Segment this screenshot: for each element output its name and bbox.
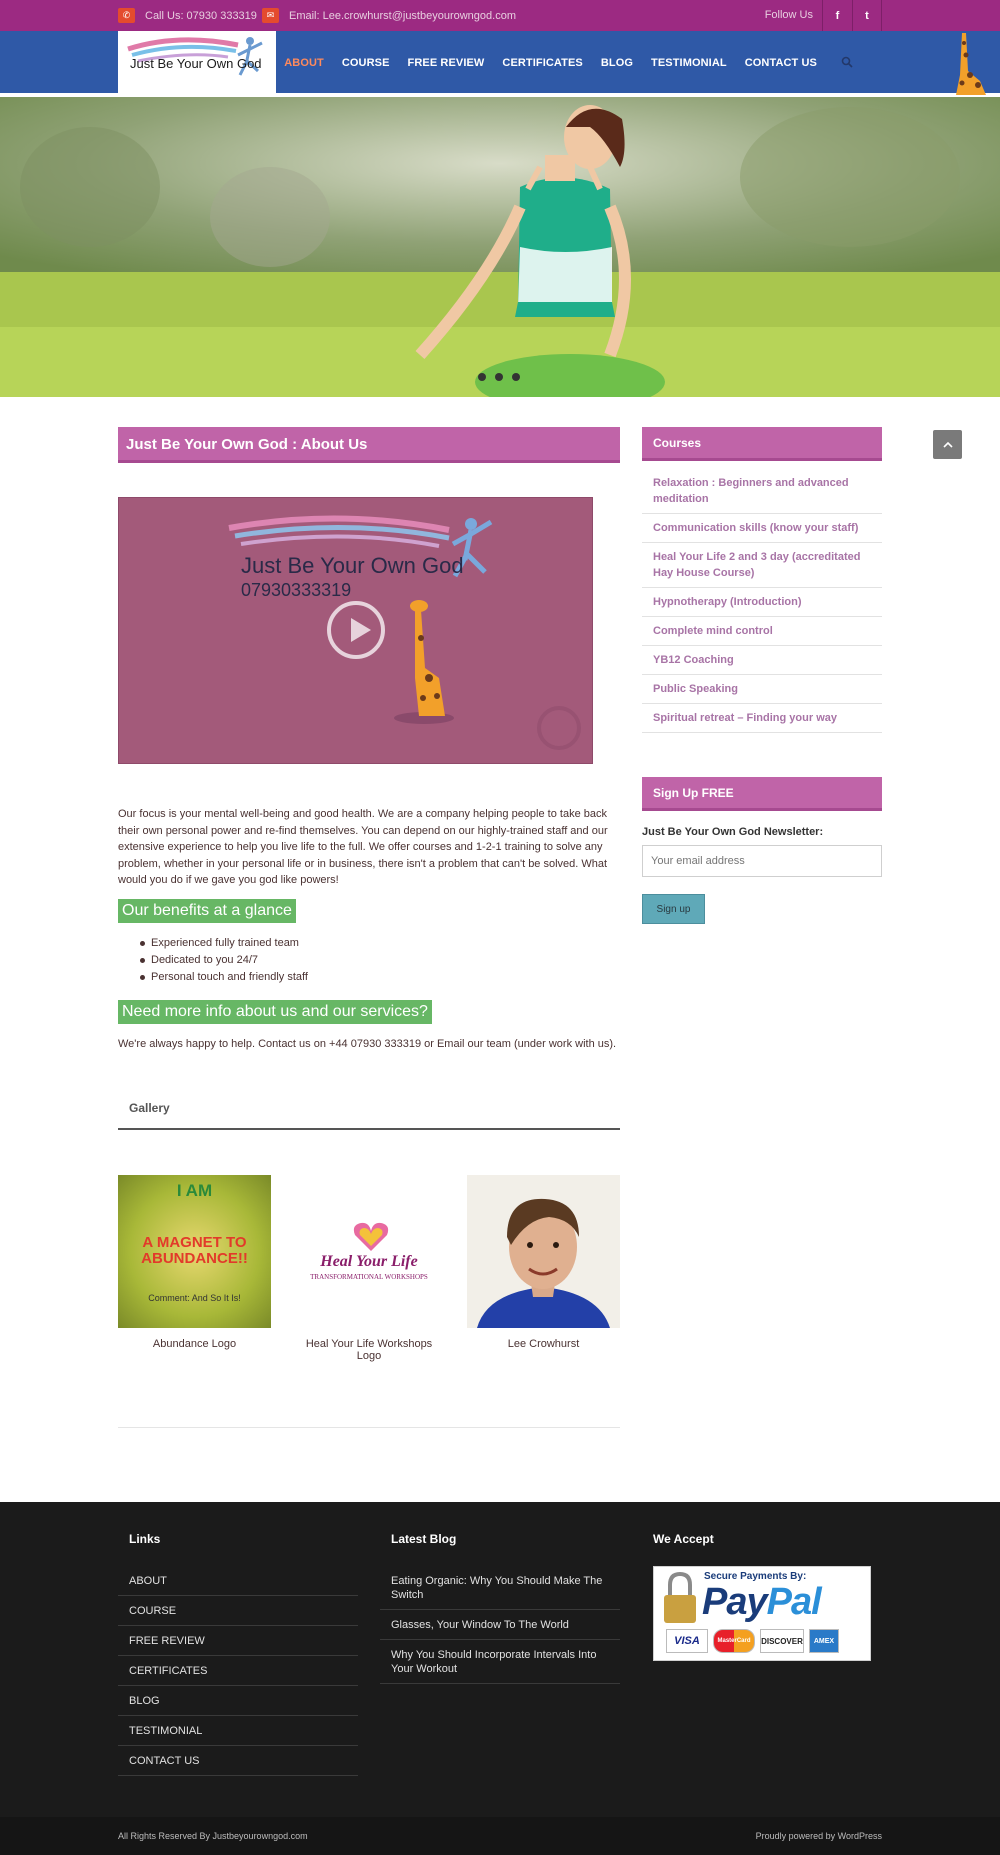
gallery-heading: Gallery: [118, 1090, 620, 1130]
phone-text: Call Us: 07930 333319: [145, 9, 257, 22]
footer-link[interactable]: COURSE: [118, 1596, 358, 1626]
scroll-to-top-button[interactable]: [933, 430, 962, 459]
portrait-image: [467, 1175, 620, 1328]
copyright-text: All Rights Reserved By Justbeyourowngod.com: [118, 1831, 308, 1841]
lee-crowhurst-photo[interactable]: [467, 1175, 620, 1328]
paypal-secure-text: Secure Payments By:: [704, 1571, 807, 1582]
slider-dots: [478, 373, 520, 381]
footer-blog-heading: Latest Blog: [391, 1532, 457, 1546]
footer-link[interactable]: CERTIFICATES: [118, 1656, 358, 1686]
gallery-item[interactable]: [293, 1175, 446, 1362]
blog-post-link[interactable]: Glasses, Your Window To The World: [380, 1610, 620, 1640]
main-navbar: [0, 31, 1000, 95]
abundance-logo-image[interactable]: [118, 1175, 271, 1328]
blog-post-link[interactable]: Eating Organic: Why You Should Make The Switch: [380, 1566, 620, 1610]
course-link[interactable]: Hypnotherapy (Introduction): [642, 588, 882, 617]
play-icon[interactable]: [327, 601, 385, 659]
logo-text: Just Be Your Own God: [130, 56, 262, 71]
list-item: Personal touch and friendly staff: [151, 969, 620, 986]
page-title: Just Be Your Own God : About Us: [118, 427, 620, 463]
sidebar: [642, 427, 882, 924]
primary-nav: [284, 31, 853, 95]
divider: [118, 1427, 620, 1428]
hero-slider: [0, 97, 1000, 397]
nav-course[interactable]: COURSE: [341, 57, 390, 69]
image-text: I AM: [176, 1180, 213, 1200]
search-icon[interactable]: [841, 56, 853, 71]
footer-link[interactable]: CONTACT US: [118, 1746, 358, 1776]
paypal-logo-pal: Pal: [766, 1581, 821, 1623]
course-link[interactable]: Public Speaking: [642, 675, 882, 704]
list-item: Experienced fully trained team: [151, 935, 620, 952]
site-logo[interactable]: [118, 31, 276, 95]
signup-button[interactable]: Sign up: [642, 894, 705, 924]
footer-blog-column: [380, 1532, 620, 1684]
newsletter-label: Just Be Your Own God Newsletter:: [642, 826, 824, 838]
footer-link[interactable]: BLOG: [118, 1686, 358, 1716]
nav-blog[interactable]: BLOG: [600, 57, 634, 69]
slider-dot[interactable]: [495, 373, 503, 381]
gallery: [118, 1175, 620, 1362]
visa-icon: VISA: [666, 1629, 708, 1653]
phone-contact: [118, 0, 257, 31]
more-info-heading: Need more info about us and our services?: [118, 1000, 432, 1024]
footer: [0, 1502, 1000, 1817]
main-content: [118, 427, 620, 1428]
gallery-caption: Heal Your Life Workshops Logo: [305, 1337, 433, 1362]
course-link[interactable]: YB12 Coaching: [642, 646, 882, 675]
slider-dot[interactable]: [478, 373, 486, 381]
footer-links-list: [118, 1566, 358, 1776]
giraffe-mascot-icon: [950, 31, 990, 95]
nav-certificates[interactable]: CERTIFICATES: [502, 57, 583, 69]
hero-image: [0, 97, 1000, 397]
contact-line: We're always happy to help. Contact us on +44 07930 333319 or Email our team (under work with us).: [118, 1037, 617, 1050]
intro-video[interactable]: [118, 497, 593, 764]
powered-by-text[interactable]: Proudly powered by WordPress: [755, 1831, 882, 1841]
slider-dot[interactable]: [512, 373, 520, 381]
nav-about[interactable]: ABOUT: [284, 57, 324, 69]
top-bar: [0, 0, 1000, 31]
sub-footer: [0, 1817, 1000, 1855]
nav-contact-us[interactable]: CONTACT US: [744, 57, 817, 69]
footer-links-column: [118, 1532, 358, 1776]
benefits-list: [151, 935, 620, 986]
course-link[interactable]: Communication skills (know your staff): [642, 514, 882, 543]
intro-paragraph: Our focus is your mental well-being and good health. We are a company helping people to take back their own personal power and re-find themselves. You can depend on our highly-trained staff and our extensive experience to help you live life to the full. We offer courses and 1-2-1 training to solve any problem, whether in your personal life or in business, there isn't a problem that can't be solved. What would you do if we gave you god like powers!: [118, 808, 608, 886]
paypal-logo-pay: Pay: [702, 1581, 767, 1623]
follow-us-label: Follow Us: [764, 9, 813, 21]
paypal-logo: [702, 1581, 821, 1624]
image-text: Heal Your Life: [320, 1252, 418, 1270]
chevron-up-icon: [943, 441, 953, 449]
course-link[interactable]: Heal Your Life 2 and 3 day (accreditated Hay House Course): [642, 543, 882, 588]
gallery-caption: Lee Crowhurst: [507, 1337, 580, 1350]
envelope-icon: ✉: [262, 8, 279, 23]
gallery-caption: Abundance Logo: [152, 1337, 237, 1350]
image-text: A MAGNET TO ABUNDANCE!!: [141, 1233, 248, 1267]
benefits-heading: Our benefits at a glance: [118, 899, 296, 923]
nav-testimonial[interactable]: TESTIMONIAL: [651, 57, 727, 69]
nav-free-review[interactable]: FREE REVIEW: [407, 57, 485, 69]
heart-icon: [351, 1219, 391, 1253]
signup-heading: Sign Up FREE: [642, 777, 882, 811]
footer-accept-column: [642, 1532, 882, 1661]
courses-heading: Courses: [642, 427, 882, 461]
image-text: Comment: And So It Is!: [148, 1292, 241, 1303]
list-item: Dedicated to you 24/7: [151, 952, 620, 969]
footer-accept-heading: We Accept: [653, 1532, 714, 1546]
card-logos: [666, 1629, 839, 1653]
gallery-item[interactable]: [467, 1175, 620, 1362]
paypal-badge: [653, 1566, 871, 1661]
courses-list: [642, 469, 882, 733]
discover-icon: DISCOVER: [760, 1629, 804, 1653]
video-phone: 07930333319: [241, 580, 352, 600]
mastercard-icon: MasterCard: [713, 1629, 755, 1653]
video-title: Just Be Your Own God: [241, 553, 464, 578]
padlock-icon: [660, 1571, 700, 1627]
image-text: TRANSFORMATIONAL WORKSHOPS: [310, 1272, 428, 1281]
footer-blog-list: [380, 1566, 620, 1684]
email-contact[interactable]: [262, 0, 516, 31]
footer-link[interactable]: FREE REVIEW: [118, 1626, 358, 1656]
twitter-icon[interactable]: t: [852, 0, 882, 31]
heal-your-life-logo-image[interactable]: [293, 1175, 446, 1328]
footer-links-heading: Links: [129, 1532, 161, 1546]
footer-link[interactable]: ABOUT: [118, 1566, 358, 1596]
gallery-item[interactable]: [118, 1175, 271, 1362]
phone-icon: ✆: [118, 8, 135, 23]
signup-widget: [642, 777, 882, 924]
facebook-icon[interactable]: f: [822, 0, 852, 31]
email-field[interactable]: [642, 845, 882, 877]
course-link[interactable]: Relaxation : Beginners and advanced meditation: [642, 469, 882, 514]
course-link[interactable]: Complete mind control: [642, 617, 882, 646]
blog-post-link[interactable]: Why You Should Incorporate Intervals Into Your Workout: [380, 1640, 620, 1684]
course-link[interactable]: Spiritual retreat – Finding your way: [642, 704, 882, 733]
amex-icon: AMEX: [809, 1629, 839, 1653]
footer-link[interactable]: TESTIMONIAL: [118, 1716, 358, 1746]
email-text[interactable]: Email: Lee.crowhurst@justbeyourowngod.com: [289, 9, 516, 22]
